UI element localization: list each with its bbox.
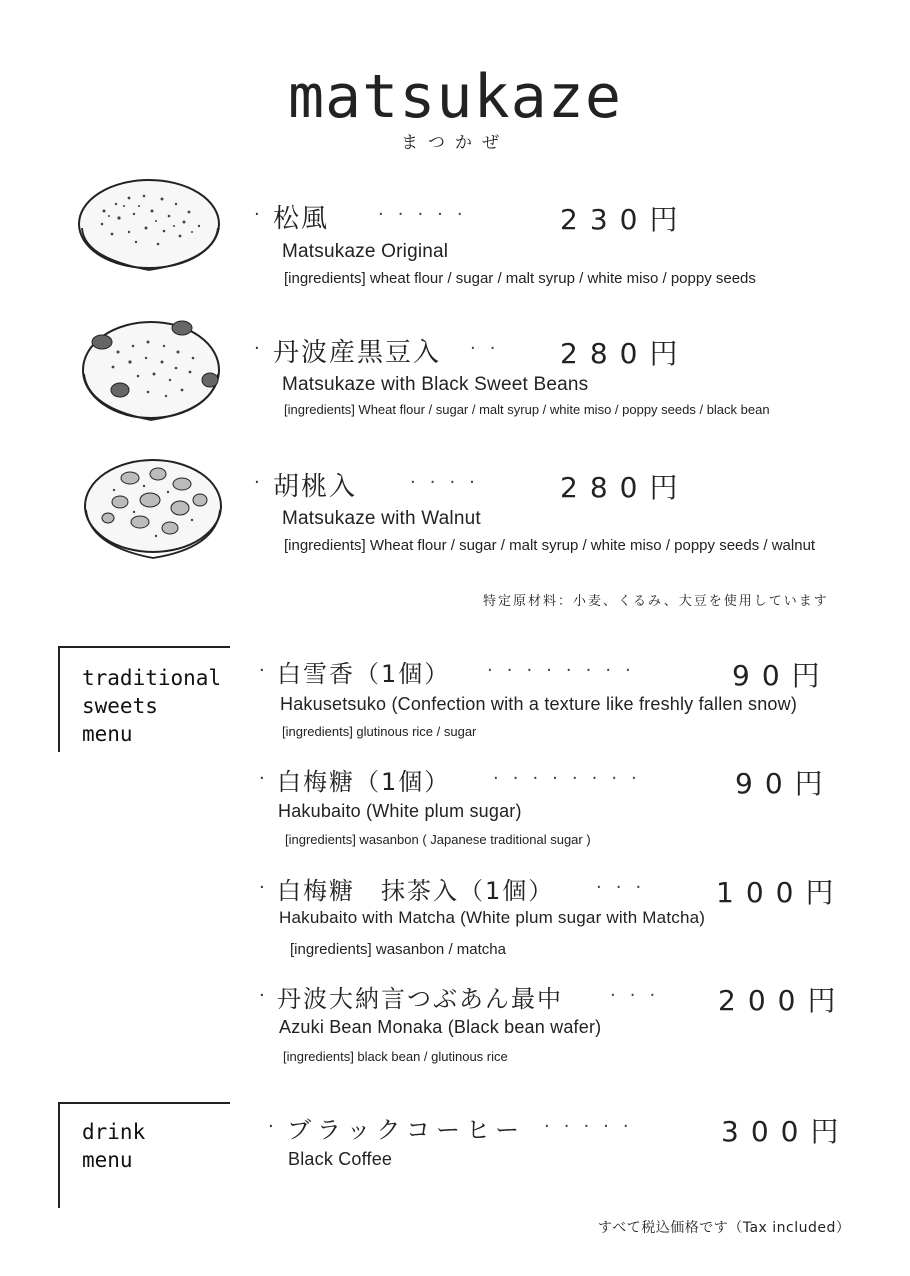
bullet-dot: · — [254, 204, 260, 225]
item-name-jp: 白梅糖（1個） — [277, 768, 451, 796]
leader-dots: ·· — [470, 338, 510, 359]
item-name-en: Hakubaito with Matcha (White plum sugar with Matcha) — [279, 908, 706, 927]
leader-dots: ··· — [596, 877, 656, 898]
leader-dots: ··· — [610, 985, 670, 1006]
item-price: 90円 — [732, 659, 832, 692]
item-name-en: Hakubaito (White plum sugar) — [278, 801, 522, 821]
item-ingredients: [ingredients] Wheat flour / sugar / malt syrup / white miso / poppy seeds / walnut — [284, 537, 816, 554]
leader-dots: ········ — [493, 768, 651, 789]
item-price: 200円 — [718, 984, 848, 1017]
item-name-jp: 松風 — [273, 204, 330, 234]
item-name-jp: 胡桃入 — [273, 472, 358, 502]
bullet-dot: · — [259, 985, 265, 1006]
item-name-en: Matsukaze Original — [282, 241, 449, 262]
item-name-jp: ブラックコーヒー — [287, 1116, 526, 1144]
item-name-jp: 白雪香（1個） — [277, 660, 451, 688]
item-ingredients: [ingredients] wasanbon ( Japanese traditional sugar ) — [285, 832, 591, 847]
item-ingredients: [ingredients] Wheat flour / sugar / malt syrup / white miso / poppy seeds / black bean — [284, 402, 770, 417]
item-ingredients: [ingredients] glutinous rice / sugar — [282, 724, 477, 739]
item-price: 300円 — [721, 1115, 851, 1148]
allergen-note: 特定原材料：小麦、くるみ、大豆を使用しています — [483, 594, 829, 609]
item-name-en: Hakusetsuko (Confection with a texture like freshly fallen snow) — [280, 694, 798, 714]
item-ingredients: [ingredients] wheat flour / sugar / malt syrup / white miso / poppy seeds — [284, 270, 756, 287]
page-title: matsukaze — [287, 62, 623, 132]
item-price: 280円 — [560, 337, 690, 370]
item-ingredients: [ingredients] black bean / glutinous rice — [283, 1049, 508, 1064]
leader-dots: ····· — [378, 204, 477, 225]
item-price: 100円 — [716, 876, 846, 909]
item-name-en: Matsukaze with Walnut — [282, 508, 481, 529]
item-name-en: Matsukaze with Black Sweet Beans — [282, 374, 589, 395]
bullet-dot: · — [259, 660, 265, 681]
item-name-jp: 白梅糖 抹茶入（1個） — [277, 877, 555, 905]
item-name-en: Black Coffee — [288, 1149, 393, 1169]
leader-dots: ···· — [410, 472, 489, 493]
item-name-jp: 丹波産黒豆入 — [273, 338, 442, 368]
walnut-cookie-illustration — [80, 450, 226, 566]
bullet-dot: · — [268, 1116, 274, 1137]
item-price: 90円 — [735, 767, 835, 800]
leader-dots: ····· — [544, 1116, 643, 1137]
bullet-dot: · — [259, 877, 265, 898]
leader-dots: ········ — [487, 660, 645, 681]
item-price: 230円 — [560, 203, 690, 236]
tax-note: すべて税込価格です（Tax included） — [598, 1220, 851, 1236]
bullet-dot: · — [259, 768, 265, 789]
section-label-traditional: traditional sweets menu — [82, 666, 222, 746]
item-name-en: Azuki Bean Monaka (Black bean wafer) — [279, 1017, 602, 1037]
black-bean-cookie-illustration — [78, 312, 224, 428]
item-ingredients: [ingredients] wasanbon / matcha — [290, 941, 506, 958]
item-price: 280円 — [560, 471, 690, 504]
section-label-drink: drink menu — [82, 1120, 146, 1172]
matsukaze-cookie-illustration — [74, 166, 224, 278]
item-name-jp: 丹波大納言つぶあん最中 — [277, 985, 563, 1013]
bullet-dot: · — [254, 338, 260, 359]
page-subtitle: まつかぜ — [401, 133, 509, 153]
bullet-dot: · — [254, 472, 260, 493]
